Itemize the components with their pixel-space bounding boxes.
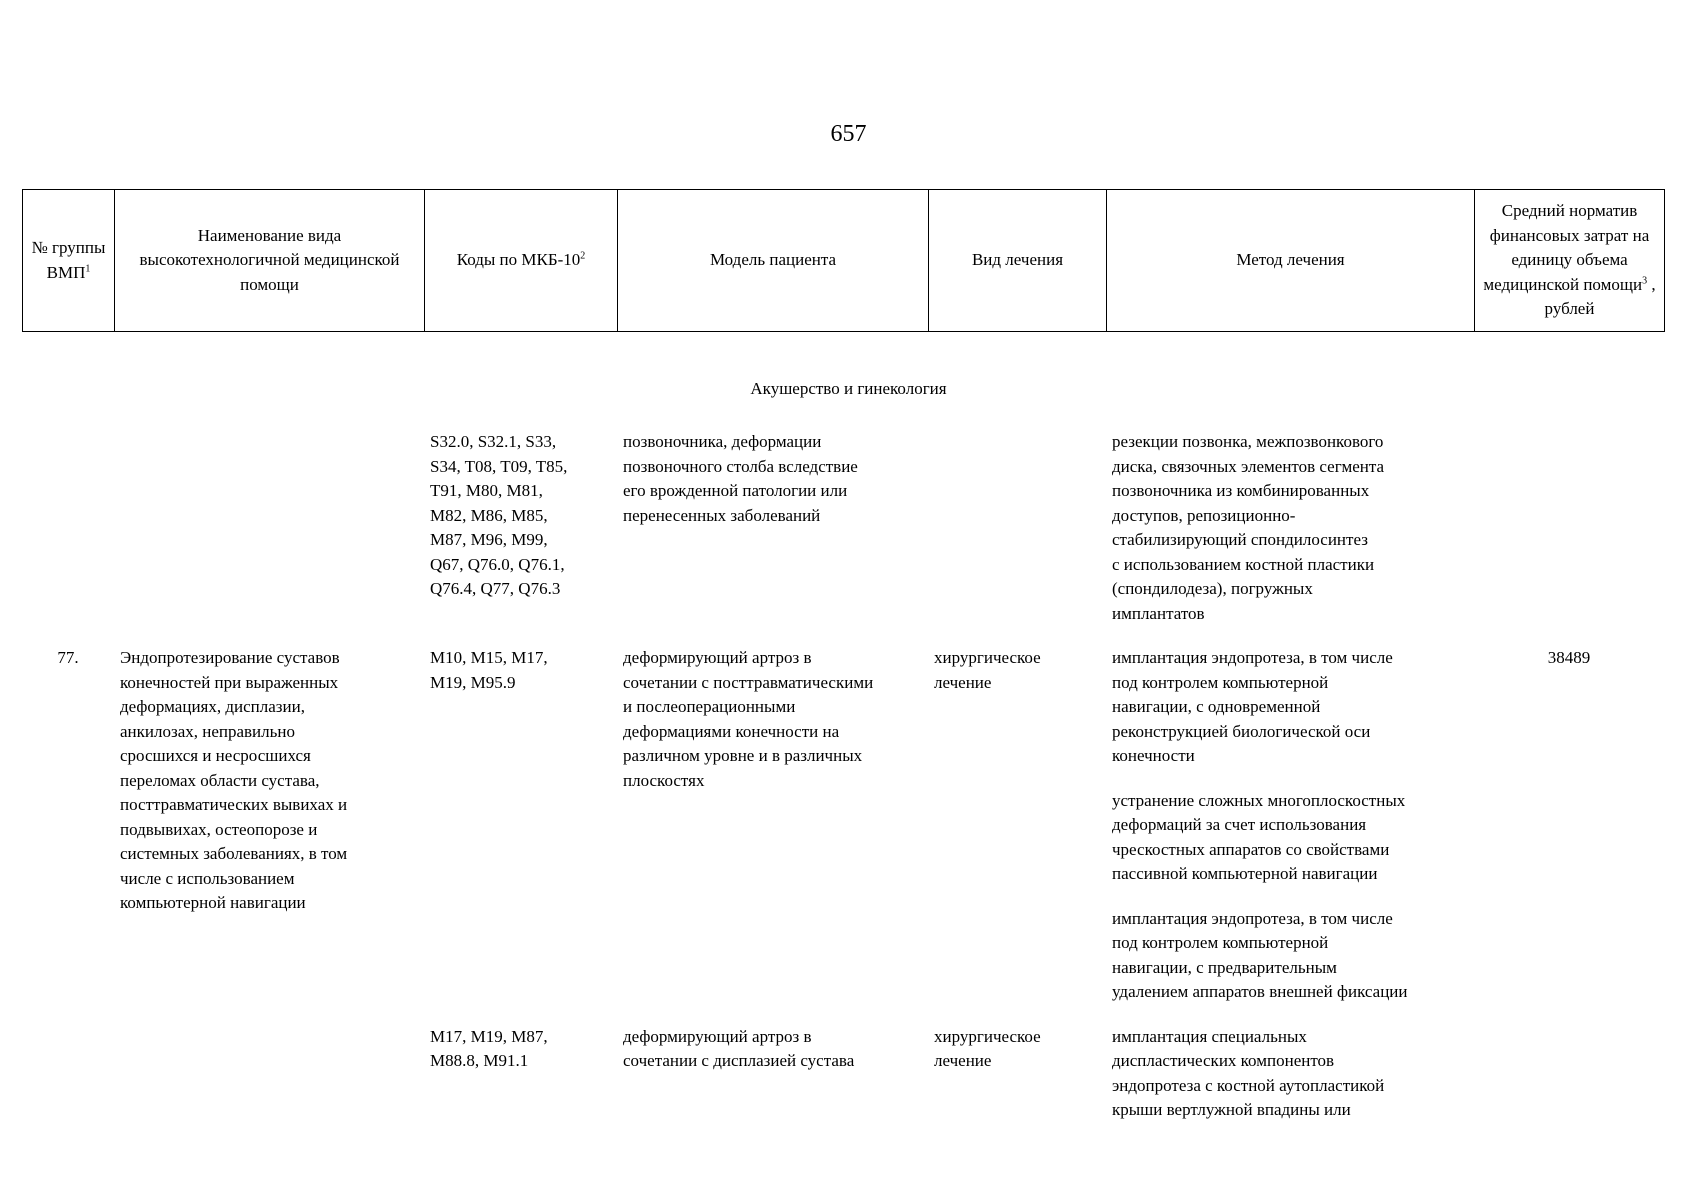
method-item: имплантация специальных диспластических компонентов эндопротеза с костной аутопластикой крыши вертлужной впадины или — [1112, 1026, 1385, 1119]
row-patient-model: позвоночника, деформации позвоночного столба вследствие его врожденной патологии или перенесенных заболеваний — [623, 432, 858, 525]
row-treatment-type: хирургическое лечение — [934, 648, 1041, 692]
method-item: имплантация эндопротеза, в том числе под контролем компьютерной навигации, с одновременной реконструкцией биологической оси конечности — [1112, 648, 1393, 765]
section-title: Акушерство и гинекология — [750, 379, 947, 398]
row-icd-codes: S32.0, S32.1, S33, S34, T08, T09, T85, T91, M80, M81, M82, M86, M85, M87, M96, M99, Q67, Q76.0, Q76.1, Q76.4, Q77, Q76.3 — [430, 432, 568, 598]
table-header — [22, 189, 1665, 332]
row-number — [22, 430, 114, 646]
header-group-number: № группы ВМП$^1$ — [23, 190, 115, 332]
header-care-type-name: Наименование вида высокотехнологичной медицинской помощи — [115, 190, 425, 332]
table-row — [22, 646, 1664, 1025]
row-patient-model: деформирующий артроз в сочетании с посттравматическими и послеоперационными деформациями конечности на различном уровне и в различных плоскостях — [623, 648, 874, 790]
row-patient-model: деформирующий артроз в сочетании с дисплазией сустава — [623, 1026, 855, 1070]
row-treatment-method — [1106, 646, 1474, 1025]
header-average-cost: Средний норматив финансовых затрат на единицу объема медицинской помощи$^3$ , рублей — [1475, 190, 1665, 332]
header-treatment-type: Вид лечения — [929, 190, 1107, 332]
row-number: 77. — [57, 648, 79, 667]
header-treatment-method: Метод лечения — [1107, 190, 1475, 332]
row-treatment-type: хирургическое лечение — [934, 1026, 1041, 1070]
header-patient-model: Модель пациента — [618, 190, 929, 332]
row-average-cost — [1474, 430, 1664, 646]
row-average-cost: 38489 — [1547, 648, 1591, 667]
row-care-type-name — [114, 430, 424, 646]
header-icd-codes: Коды по МКБ-$10^2$ — [425, 190, 618, 332]
table-row — [22, 1025, 1664, 1143]
row-care-type-name: Эндопротезирование суставов конечностей при выраженных деформациях, дисплазии, анкилозах, неправильно сросшихся и несросшихся переломах области сустава, посттравматических вывихах и подвывихах, остеопорозе и системных заболеваниях, в том числе с использованием компьютерной навигации — [120, 648, 348, 912]
row-icd-codes: M17, M19, M87, M88.8, M91.1 — [430, 1026, 548, 1070]
row-treatment-method — [1106, 430, 1474, 646]
row-treatment-type — [928, 430, 1106, 646]
method-item: резекции позвонка, межпозвонкового диска, связочных элементов сегмента позвоночника из комбинированных доступов, репозиционно- стабилизирующий спондилосинтез с использованием костной пластики (спондилодеза), погружных имплантатов — [1112, 432, 1385, 623]
method-item: имплантация эндопротеза, в том числе под контролем компьютерной навигации, с предварительным удалением аппаратов внешней фиксации — [1112, 908, 1408, 1001]
page-number: 657 — [830, 121, 867, 147]
table-row — [22, 430, 1664, 646]
row-care-type-name — [114, 1025, 424, 1143]
method-item: устранение сложных многоплоскостных деформаций за счет использования чрескостных аппаратов со свойствами пассивной компьютерной навигации — [1112, 790, 1406, 883]
row-average-cost — [1474, 1025, 1664, 1143]
row-treatment-method — [1106, 1025, 1474, 1143]
row-number — [22, 1025, 114, 1143]
row-icd-codes: M10, M15, M17, M19, M95.9 — [430, 648, 548, 692]
table-body — [22, 430, 1664, 1143]
